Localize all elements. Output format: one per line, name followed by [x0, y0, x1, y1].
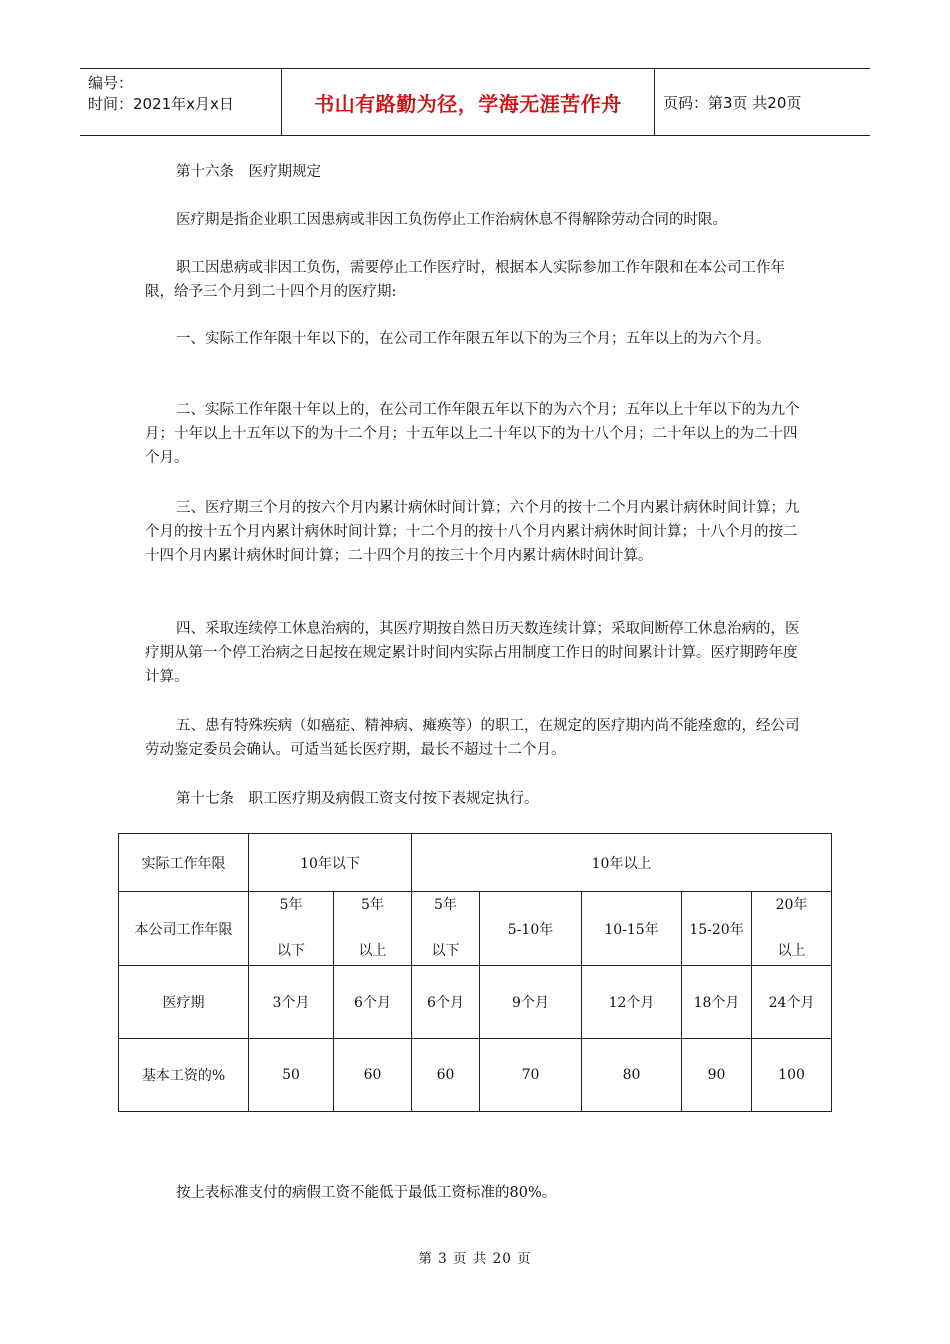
table-cell: 18个月 [682, 966, 752, 1039]
cell-line: 以上 [358, 943, 387, 959]
table-cell: 90 [682, 1039, 752, 1112]
footer-note: 按上表标准支付的病假工资不能低于最低工资标准的80%。 [176, 1185, 557, 1201]
cell-line: 5年 [279, 897, 303, 913]
table-cell [334, 892, 412, 966]
paragraph: 五、患有特殊疾病（如癌症、精神病、瘫痪等）的职工，在规定的医疗期内尚不能痊愈的，经公司劳动鉴定委员会确认。可适当延长医疗期，最长不超过十二个月。 [145, 718, 800, 758]
table-cell: 10-15年 [582, 892, 682, 966]
paragraph: 二、实际工作年限十年以上的，在公司工作年限五年以下的为六个月；五年以上十年以下的为九个月；十年以上十五年以下的为十二个月；十五年以上二十年以下的为十八个月；二十年以上的为二十四个月。 [145, 402, 800, 466]
table-cell: 80 [582, 1039, 682, 1112]
table-cell: 60 [412, 1039, 480, 1112]
cell-line: 20年 [775, 897, 808, 913]
table-cell: 本公司工作年限 [119, 892, 249, 966]
header-meta [80, 69, 282, 135]
table-cell: 15-20年 [682, 892, 752, 966]
table-row [119, 966, 832, 1039]
table-row [119, 834, 832, 892]
table-cell: 10年以下 [249, 834, 412, 892]
paragraph: 四、采取连续停工休息治病的，其医疗期按自然日历天数连续计算；采取间断停工休息治病的，医疗期从第一个停工治病之日起按在规定累计时间内实际占用制度工作日的时间累计计算。医疗期跨年度计算。 [145, 621, 800, 685]
paragraph: 职工因患病或非因工负伤，需要停止工作医疗时，根据本人实际参加工作年限和在本公司工作年限，给予三个月到二十四个月的医疗期: [145, 260, 785, 300]
cell-line: 以下 [277, 943, 305, 959]
table-cell: 24个月 [752, 966, 832, 1039]
article-17-title: 第十七条 职工医疗期及病假工资支付按下表规定执行。 [176, 791, 539, 807]
table-cell: 12个月 [582, 966, 682, 1039]
table-row [119, 892, 832, 966]
cell-line: 5年 [361, 897, 384, 913]
table-cell: 9个月 [480, 966, 582, 1039]
table-cell: 实际工作年限 [119, 834, 249, 892]
cell-line: 5年 [434, 897, 457, 913]
document-time-label: 时间：2021年x月x日 [88, 95, 234, 113]
table-cell: 70 [480, 1039, 582, 1112]
paragraph: 一、实际工作年限十年以下的，在公司工作年限五年以下的为三个月；五年以上的为六个月。 [176, 331, 771, 347]
cell-line: 以上 [777, 943, 806, 959]
table-row [119, 1039, 832, 1112]
document-number-label: 编号： [88, 74, 134, 92]
table-cell: 100 [752, 1039, 832, 1112]
table-cell: 6个月 [334, 966, 412, 1039]
table-cell [752, 892, 832, 966]
page-header [80, 68, 870, 136]
table-cell: 10年以上 [412, 834, 832, 892]
table-cell: 3个月 [249, 966, 334, 1039]
table-cell: 6个月 [412, 966, 480, 1039]
header-page-label: 页码：第3页 共20页 [663, 93, 802, 112]
table-cell: 60 [334, 1039, 412, 1112]
table-cell [412, 892, 480, 966]
table-cell: 5-10年 [480, 892, 582, 966]
table-cell: 基本工资的% [119, 1039, 249, 1112]
table-cell: 医疗期 [119, 966, 249, 1039]
table-cell [249, 892, 334, 966]
page-number: 第 3 页 共 20 页 [418, 1251, 532, 1267]
paragraph: 三、医疗期三个月的按六个月内累计病休时间计算；六个月的按十二个月内累计病休时间计算；九个月的按十五个月内累计病休时间计算；十二个月的按十八个月内累计病休时间计算；十八个月的按二十四个月内累计病休时间计算；二十四个月的按三十个月内累计病休时间计算。 [145, 500, 800, 564]
medical-period-wage-table [118, 833, 832, 1112]
header-motto: 书山有路勤为径，学海无涯苦作舟 [282, 69, 655, 135]
cell-line: 以下 [431, 943, 460, 959]
article-16-title: 第十六条 医疗期规定 [176, 164, 321, 180]
paragraph: 医疗期是指企业职工因患病或非因工负伤停止工作治病休息不得解除劳动合同的时限。 [176, 212, 727, 228]
table-cell: 50 [249, 1039, 334, 1112]
